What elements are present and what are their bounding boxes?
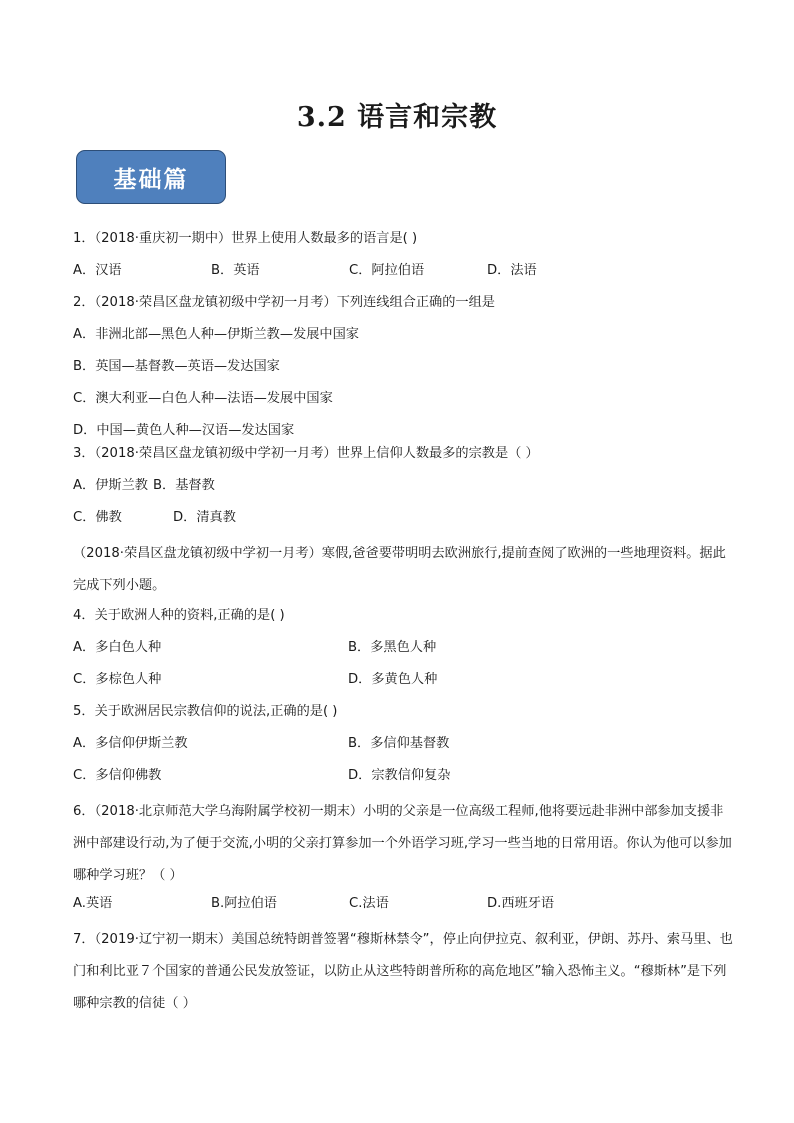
q5-option-d: D．宗教信仰复杂 <box>348 768 451 783</box>
q2-option-d: D．中国—黄色人种—汉语—发达国家 <box>73 423 295 438</box>
q5-option-b: B．多信仰基督教 <box>348 736 450 751</box>
q6-stem: 6．（2018·北京师范大学乌海附属学校初一期末）小明的父亲是一位高级工程师,他将要远赴非洲中部参加支援非洲中部建设行动,为了便于交流,小明的父亲打算参加一个外语学习班,学习一些当地的日常用语。你认为他可以参加哪种学习班？（ ） <box>73 804 732 883</box>
q1-options <box>73 259 733 291</box>
q4-options-row2 <box>73 668 733 700</box>
q1-option-a: A．汉语 <box>73 263 122 278</box>
q4-option-d: D．多黄色人种 <box>348 672 438 687</box>
q4-stem: 4．关于欧洲人种的资料,正确的是( ) <box>73 608 285 623</box>
q3-options-row2 <box>73 506 733 538</box>
q2-stem: 2．（2018·荣昌区盘龙镇初级中学初一月考）下列连线组合正确的一组是 <box>73 295 495 310</box>
q3-option-c: C．佛教 <box>73 510 122 525</box>
q3-options-row1 <box>73 474 733 506</box>
q1-option-d: D．法语 <box>487 263 537 278</box>
q6-options <box>73 892 733 924</box>
q4-option-a: A．多白色人种 <box>73 640 162 655</box>
q6-option-d: D.西班牙语 <box>487 896 555 911</box>
q1-option-b: B．英语 <box>211 263 260 278</box>
q3-stem: 3．（2018·荣昌区盘龙镇初级中学初一月考）世界上信仰人数最多的宗教是（ ） <box>73 446 539 461</box>
page-title: 3.2 语言和宗教 <box>296 102 498 133</box>
q5-stem: 5．关于欧洲居民宗教信仰的说法,正确的是( ) <box>73 704 338 719</box>
q2-option-b: B．英国—基督教—英语—发达国家 <box>73 359 280 374</box>
q7-stem: 7．（2019·辽宁初一期末）美国总统特朗普签署“穆斯林禁令”，停止向伊拉克、叙利亚，伊朗、苏丹、索马里、也门和利比亚７个国家的普通公民发放签证，以防止从这些特朗普所称的高危地区”输入恐怖主义。“穆斯林”是下列哪种宗教的信徒（ ） <box>73 932 733 1011</box>
q5-options-row2 <box>73 764 733 796</box>
q5-options-row1 <box>73 732 733 764</box>
q6-option-c: C.法语 <box>349 896 389 911</box>
q3-option-d: D．清真教 <box>173 510 236 525</box>
q3-option-a: A．伊斯兰教 <box>73 478 148 493</box>
q6-option-a: A.英语 <box>73 896 113 911</box>
q2-option-a: A．非洲北部—黑色人种—伊斯兰教—发展中国家 <box>73 327 359 342</box>
q5-option-c: C．多信仰佛教 <box>73 768 162 783</box>
question-list <box>73 227 733 1020</box>
q4-option-b: B．多黑色人种 <box>348 640 437 655</box>
q4-q5-intro: （2018·荣昌区盘龙镇初级中学初一月考）寒假,爸爸要带明明去欧洲旅行,提前查阅了欧洲的一些地理资料。据此完成下列小题。 <box>73 546 726 593</box>
q2-option-c: C．澳大利亚—白色人种—法语—发展中国家 <box>73 391 333 406</box>
q1-option-c: C．阿拉伯语 <box>349 263 425 278</box>
q1-stem: 1．（2018·重庆初一期中）世界上使用人数最多的语言是( ) <box>73 231 418 246</box>
q5-option-a: A．多信仰伊斯兰教 <box>73 736 188 751</box>
q4-options-row1 <box>73 636 733 668</box>
section-badge: 基础篇 <box>76 150 226 204</box>
q4-option-c: C．多棕色人种 <box>73 672 162 687</box>
q3-option-b: B．基督教 <box>153 478 215 493</box>
q6-option-b: B.阿拉伯语 <box>211 896 277 911</box>
